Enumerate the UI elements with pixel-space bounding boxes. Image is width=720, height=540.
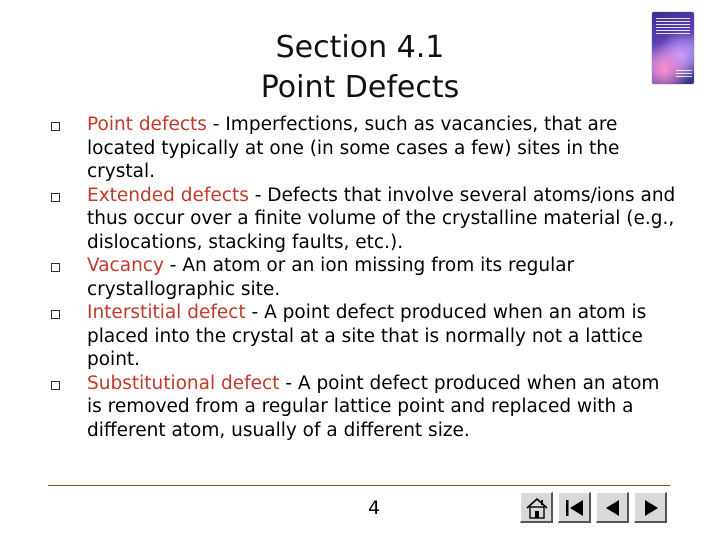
previous-slide-button[interactable] bbox=[596, 492, 629, 523]
home-button[interactable] bbox=[520, 492, 553, 523]
term-point-defects: Point defects bbox=[87, 114, 207, 135]
slide-title-line-2: Point Defects bbox=[260, 70, 460, 105]
first-slide-button[interactable] bbox=[558, 492, 591, 523]
next-slide-icon bbox=[638, 496, 664, 520]
bullet-item-interstitial-defect bbox=[0, 301, 677, 372]
page-number: 4 bbox=[367, 497, 381, 519]
square-bullet-icon bbox=[51, 263, 60, 272]
term-interstitial-defect: Interstitial defect bbox=[87, 302, 246, 323]
slide-navigation bbox=[520, 492, 669, 523]
bullet-item-point-defects bbox=[0, 113, 677, 184]
previous-slide-icon bbox=[600, 496, 626, 520]
term-extended-defects: Extended defects bbox=[87, 184, 249, 206]
definition-point-defects: - Imperfections, such as vacancies, that are located typically at one (in some cases a few) sites in the crystal. bbox=[87, 114, 620, 182]
bullet-list bbox=[0, 113, 720, 442]
book-cover-title-lines bbox=[656, 18, 690, 34]
bullet-item-vacancy bbox=[0, 254, 677, 301]
bullet-item-substitutional-defect bbox=[0, 372, 677, 443]
first-slide-icon bbox=[562, 496, 588, 520]
definition-interstitial-defect: - A point defect produced when an atom is placed into the crystal at a site that is normally not a lattice point. bbox=[87, 302, 647, 370]
square-bullet-icon bbox=[51, 122, 60, 131]
square-bullet-icon bbox=[51, 193, 60, 202]
slide-title bbox=[0, 28, 720, 108]
footer-divider bbox=[48, 485, 670, 486]
book-cover-footer-lines bbox=[676, 70, 692, 78]
square-bullet-icon bbox=[51, 381, 60, 390]
next-slide-button[interactable] bbox=[634, 492, 667, 523]
term-vacancy: Vacancy bbox=[87, 255, 164, 276]
definition-extended-defects: - Defects that involve several atoms/ions and thus occur over a finite volume of the crystalline material (e.g., dislocations, stacking faults, etc.). bbox=[87, 184, 676, 253]
term-substitutional-defect: Substitutional defect bbox=[87, 372, 280, 394]
definition-vacancy: - An atom or an ion missing from its regular crystallographic site. bbox=[87, 255, 575, 300]
bullet-item-extended-defects bbox=[0, 184, 677, 255]
home-icon bbox=[524, 496, 550, 520]
slide-title-line-1: Section 4.1 bbox=[275, 30, 445, 65]
definition-substitutional-defect: - A point defect produced when an atom is removed from a regular lattice point and replaced with a different atom, usually of a different size. bbox=[87, 372, 660, 441]
square-bullet-icon bbox=[51, 310, 60, 319]
book-cover-image bbox=[652, 12, 694, 84]
